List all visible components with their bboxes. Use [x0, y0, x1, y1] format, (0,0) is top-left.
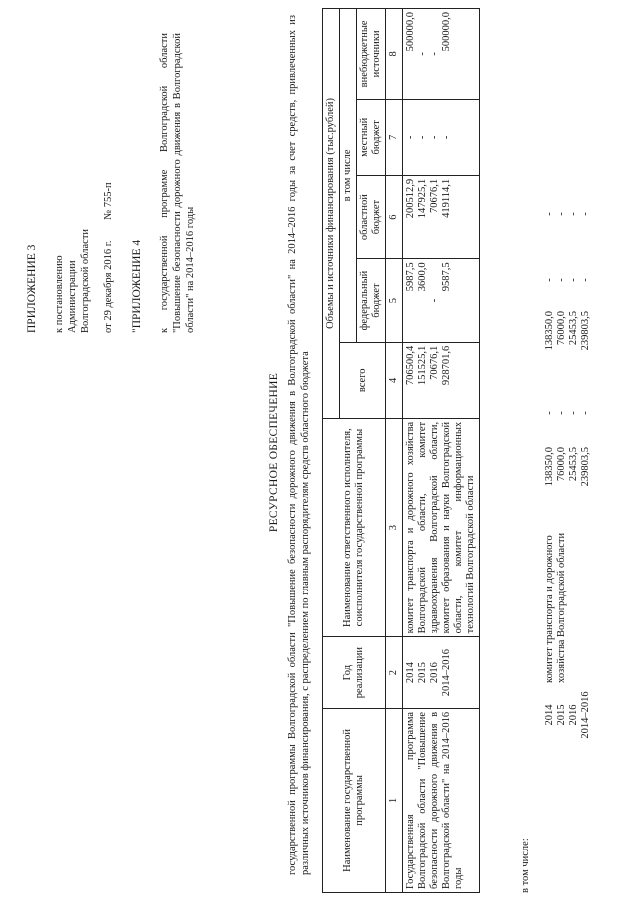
resource-table — [322, 8, 480, 893]
federal-value: - — [429, 298, 440, 303]
appendix-date-line — [102, 33, 115, 333]
header-regional: областной бюджет — [357, 175, 386, 258]
federal-value: - — [568, 411, 579, 415]
regional-value: 76000,0 — [556, 311, 567, 346]
program-name-cell: Государственная программа Волгоградской области "Повышение безопасности дорожного движения в Волгоградской области" на 2014–2016 годы — [403, 708, 480, 892]
program-reference: к государственной программе Волгоградской области "Повышение безопасности дорожного движения в Волгоградской области" на 2014–2016 годы — [159, 33, 196, 333]
sub-years — [544, 687, 592, 743]
total-value: 706500,4 — [405, 345, 416, 386]
extra-value: - — [429, 52, 440, 56]
years-cell — [403, 637, 480, 709]
regional-value: 25453,5 — [568, 311, 579, 346]
extra-value: - — [568, 212, 579, 216]
regional-value: 200512,9 — [405, 178, 416, 219]
local-value: - — [429, 135, 440, 140]
sub-local — [544, 249, 592, 311]
extra-value: - — [556, 212, 567, 216]
column-number: 2 — [386, 637, 403, 709]
extra-value: - — [544, 212, 555, 216]
header-local: местный бюджет — [357, 99, 386, 175]
header-including: в том числе — [340, 9, 357, 343]
federal-value: 5987,5 — [405, 262, 416, 292]
year-value: 2014 — [405, 662, 416, 684]
header-funding: Объемы и источники финансирования (тыс.рублей) — [323, 9, 340, 419]
extra-value: 500000,0 — [405, 12, 416, 52]
year-value: 2015 — [556, 704, 567, 726]
year-value: 2016 — [568, 704, 579, 726]
appendix-line: Волгоградской области — [80, 228, 91, 333]
quoted-appendix-title: "ПРИЛОЖЕНИЕ 4 — [131, 239, 143, 333]
document-heading: РЕСУРСНОЕ ОБЕСПЕЧЕНИЕ — [268, 372, 280, 533]
header-program: Наименование государственной программы — [323, 708, 386, 892]
column-number: 6 — [386, 175, 403, 258]
appendix-date: 29 декабря 2016 г. — [103, 240, 114, 321]
total-value: 151525,1 — [417, 345, 428, 386]
total-value: 239803,5 — [580, 447, 591, 487]
executor-line: комитет транспорта и дорожного — [544, 535, 555, 683]
local-value: - — [405, 135, 416, 140]
appendix-title: ПРИЛОЖЕНИЕ 3 — [26, 244, 38, 333]
appendix-block — [26, 33, 197, 333]
year-value: 2016 — [429, 662, 440, 684]
local-value: - — [417, 135, 428, 140]
sub-federal — [544, 379, 592, 447]
total-value: 928701,6 — [441, 345, 452, 386]
column-number: 8 — [386, 9, 403, 100]
appendix-line: Администрации — [67, 260, 78, 333]
header-executor: Наименование ответственного исполнителя, соисполнителя государственной программы — [323, 418, 386, 636]
extra-value: 500000,0 — [441, 12, 452, 52]
regional-value: 138350,0 — [544, 311, 555, 351]
total-value: 76000,0 — [556, 447, 567, 482]
executors-cell: комитет транспорта и дорожного хозяйства Волгоградской области, комитет здравоохранения Волгоградской области, комитет образования и науки Волгоградской области, комитет информационных технологий Волгоградской области — [403, 418, 480, 636]
sub-regional — [544, 311, 592, 379]
year-value: 2014–2016 — [441, 649, 452, 697]
year-value: 2014 — [544, 704, 555, 726]
document-subheading: государственной программы Волгоградской области "Повышение безопасности дорожного движения в Волгоградской области" на 2014–2016 годы за счет средств, привлеченных из различных источников финансирования, с распределением по главным распорядителям средств областного бюджета — [287, 15, 311, 875]
regional-value: 147925,1 — [417, 178, 428, 219]
column-number: 5 — [386, 259, 403, 342]
year-value: 2014–2016 — [580, 691, 591, 739]
local-cell — [403, 99, 480, 175]
federal-value: - — [556, 411, 567, 415]
date-prefix: от — [103, 323, 114, 333]
regional-value: 70676,1 — [429, 178, 440, 213]
regional-value: 239803,5 — [580, 311, 591, 351]
federal-value: - — [580, 411, 591, 415]
federal-value: 3600,0 — [417, 262, 428, 292]
column-number: 7 — [386, 99, 403, 175]
header-year: Год реализации — [323, 637, 386, 709]
total-value: 70676,1 — [429, 345, 440, 380]
year-value: 2015 — [417, 662, 428, 684]
regional-cell — [403, 175, 480, 258]
local-value: - — [544, 278, 555, 282]
total-value: 25453,5 — [568, 447, 579, 482]
executor-line: хозяйства Волгоградской области — [556, 532, 567, 683]
header-total: всего — [340, 342, 386, 418]
appendix-number: 755-п — [103, 182, 114, 208]
local-value: - — [556, 278, 567, 282]
header-federal: федеральный бюджет — [357, 259, 386, 342]
sub-total — [544, 447, 592, 509]
header-extra: внебюджетные источники — [357, 9, 386, 100]
federal-value: - — [544, 411, 555, 415]
column-number: 1 — [386, 708, 403, 892]
extra-cell — [403, 9, 480, 100]
column-number: 4 — [386, 342, 403, 418]
sub-executor — [544, 507, 568, 683]
federal-cell — [403, 259, 480, 342]
local-value: - — [580, 278, 591, 282]
appendix-line: к постановлению — [54, 255, 65, 333]
sub-extra — [544, 179, 592, 249]
total-cell — [403, 342, 480, 418]
number-label: № — [103, 209, 114, 220]
federal-value: 9587,5 — [441, 262, 452, 292]
subtotal-label: в том числе: — [520, 838, 531, 893]
local-value: - — [568, 278, 579, 282]
extra-value: - — [580, 212, 591, 216]
table-row — [403, 9, 480, 893]
extra-value: - — [417, 52, 428, 56]
regional-value: 419114,1 — [441, 178, 452, 218]
column-number: 3 — [386, 418, 403, 636]
local-value: - — [441, 135, 452, 140]
total-value: 138350,0 — [544, 447, 555, 487]
